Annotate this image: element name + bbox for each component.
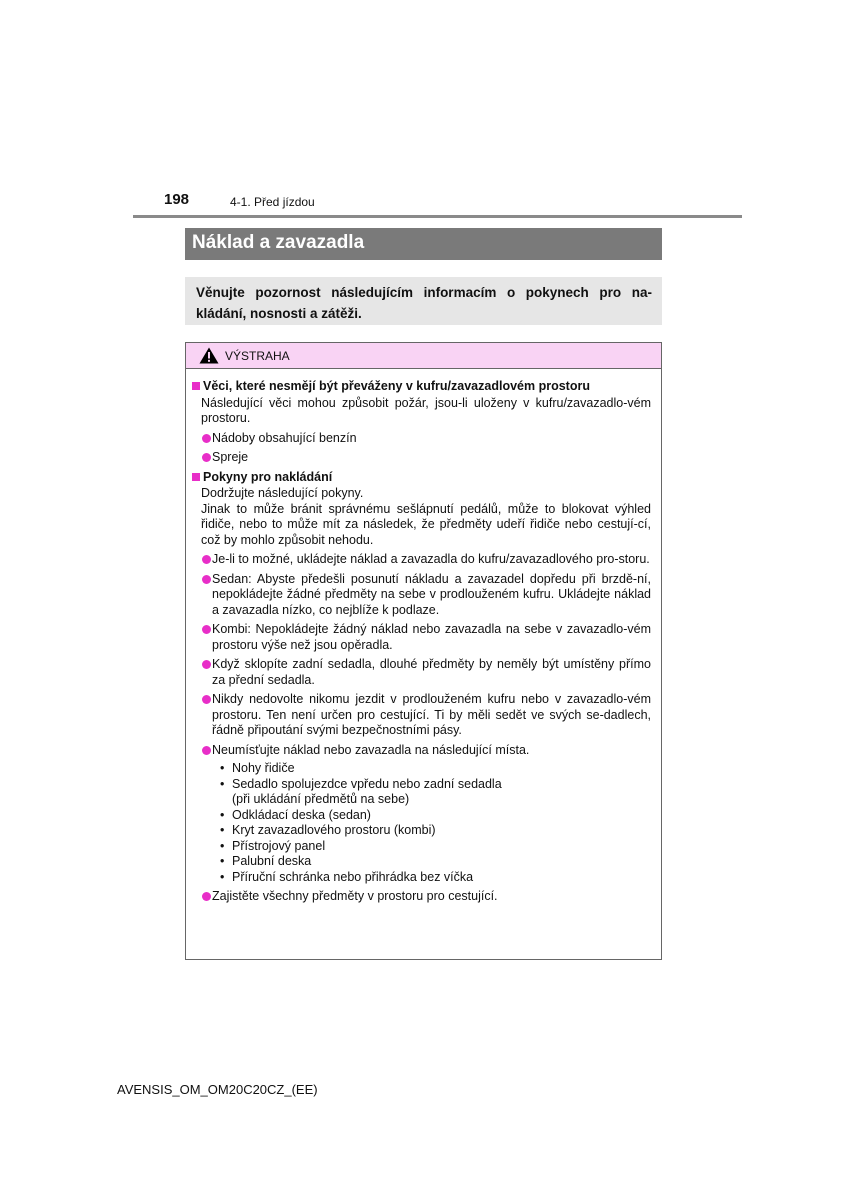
section-reference: 4-1. Před jízdou — [230, 195, 315, 209]
warning-label: VÝSTRAHA — [225, 348, 290, 363]
bullet-dot-icon — [202, 575, 211, 584]
page-title: Náklad a zavazadla — [185, 228, 662, 260]
sub-list-item-text: Nohy řidiče — [232, 761, 295, 775]
square-bullet-icon — [192, 382, 200, 390]
sub-list-item-text: Kryt zavazadlového prostoru (kombi) — [232, 823, 436, 837]
list-item-text: Zajistěte všechny předměty v prostoru pro cestující. — [212, 889, 498, 903]
bullet-dot-icon — [202, 453, 211, 462]
list-item — [192, 692, 651, 739]
small-bullet-icon: • — [220, 776, 225, 791]
bullet-dot-icon — [202, 625, 211, 634]
sub-list-item — [220, 808, 651, 824]
small-bullet-icon: • — [220, 854, 225, 868]
section-text: Následující věci mohou způsobit požár, jsou-li uloženy v kufru/zavazadlo-vém prostoru. — [201, 395, 651, 425]
list-item-text: Je-li to možné, ukládejte náklad a zavazadla do kufru/zavazadlového pro-storu. — [212, 552, 650, 566]
sub-list-item — [220, 777, 651, 793]
sub-list-item — [220, 839, 651, 855]
section-heading — [192, 470, 651, 486]
header-divider — [133, 215, 742, 218]
small-bullet-icon: • — [220, 869, 225, 884]
list-item — [192, 889, 651, 905]
bullet-dot-icon — [202, 434, 211, 443]
list-item-text: Neumísťujte náklad nebo zavazadla na následující místa. — [212, 742, 530, 757]
sub-list-item-text: Palubní deska — [232, 854, 312, 868]
small-bullet-icon: • — [220, 761, 225, 775]
sub-list-item-text: Příruční schránka nebo přihrádka bez víčka — [232, 869, 474, 884]
small-bullet-icon: • — [220, 838, 225, 853]
footer-doc-id: AVENSIS_OM_OM20C20CZ_(EE) — [117, 1082, 318, 1097]
list-item — [192, 431, 651, 447]
list-item-text: Kombi: Nepokládejte žádný náklad nebo zavazadla na sebe v zavazadlo-vém prostoru výše než jsou opěradla. — [212, 622, 651, 652]
warning-header — [186, 343, 661, 369]
sub-list-item-continuation — [220, 792, 651, 808]
sub-list-item-text: (při ukládání předmětů na sebe) — [232, 792, 410, 806]
section-text: Jinak to může bránit správnému sešlápnutí pedálů, může to blokovat výhled řidiče, nebo to může mít za následek, že předměty udeří řidiče nebo cestují-cí, což by mohlo způsobit nehodu. — [201, 501, 651, 547]
section-heading — [192, 379, 651, 395]
list-item — [192, 657, 651, 688]
list-item-text: Nikdy nedovolte nikomu jezdit v prodlouženém kufru nebo v zavazadlo-vém prostoru. Ten není určen pro cestující. Ti by měli sedět ve svých se-dadlech, řádně připoutání svými bezpečnostními pásy. — [212, 692, 651, 737]
page-number: 198 — [164, 191, 190, 208]
section-text: Dodržujte následující pokyny. — [201, 486, 364, 500]
sub-list-item-text: Odkládací deska (sedan) — [232, 807, 371, 822]
list-item-text: Když sklopíte zadní sedadla, dlouhé předměty by neměly být umístěny přímo za přední sedadla. — [212, 657, 651, 687]
sub-list-item-text: Přístrojový panel — [232, 838, 326, 853]
bullet-dot-icon — [202, 695, 211, 704]
bullet-dot-icon — [202, 892, 211, 901]
intro-box: Věnujte pozornost následujícím informacím o pokynech pro na-kládání, nosnosti a zátěži. — [185, 277, 662, 325]
sub-list-item — [220, 761, 651, 777]
list-item-text: Spreje — [212, 450, 249, 464]
sub-list-item — [220, 870, 651, 886]
warning-box — [185, 342, 662, 960]
list-item — [192, 743, 651, 759]
bullet-dot-icon — [202, 746, 211, 755]
bullet-dot-icon — [202, 555, 211, 564]
sub-list — [192, 761, 651, 885]
sub-list-item — [220, 823, 651, 839]
square-bullet-icon — [192, 473, 200, 481]
list-item — [192, 622, 651, 653]
small-bullet-icon: • — [220, 823, 225, 837]
sub-list-item — [220, 854, 651, 870]
section-heading-text: Věci, které nesmějí být převáženy v kufru/zavazadlovém prostoru — [203, 379, 590, 393]
list-item — [192, 552, 651, 568]
bullet-dot-icon — [202, 660, 211, 669]
warning-triangle-icon — [199, 347, 219, 364]
list-item-text: Nádoby obsahující benzín — [212, 430, 357, 445]
list-item — [192, 450, 651, 466]
small-bullet-icon: • — [220, 807, 225, 822]
list-item — [192, 572, 651, 619]
sub-list-item-text: Sedadlo spolujezdce vpředu nebo zadní sedadla — [232, 776, 502, 791]
warning-content — [186, 369, 661, 905]
list-item-text: Sedan: Abyste předešli posunutí nákladu a zavazadel dopředu při brzdě-ní, nepokládejte žádné předměty na sebe v prodlouženém kufru. Ukládejte náklad a zavazadla nízko, co nejblíže k podlaze. — [212, 571, 651, 617]
section-heading-text: Pokyny pro nakládání — [203, 469, 333, 484]
